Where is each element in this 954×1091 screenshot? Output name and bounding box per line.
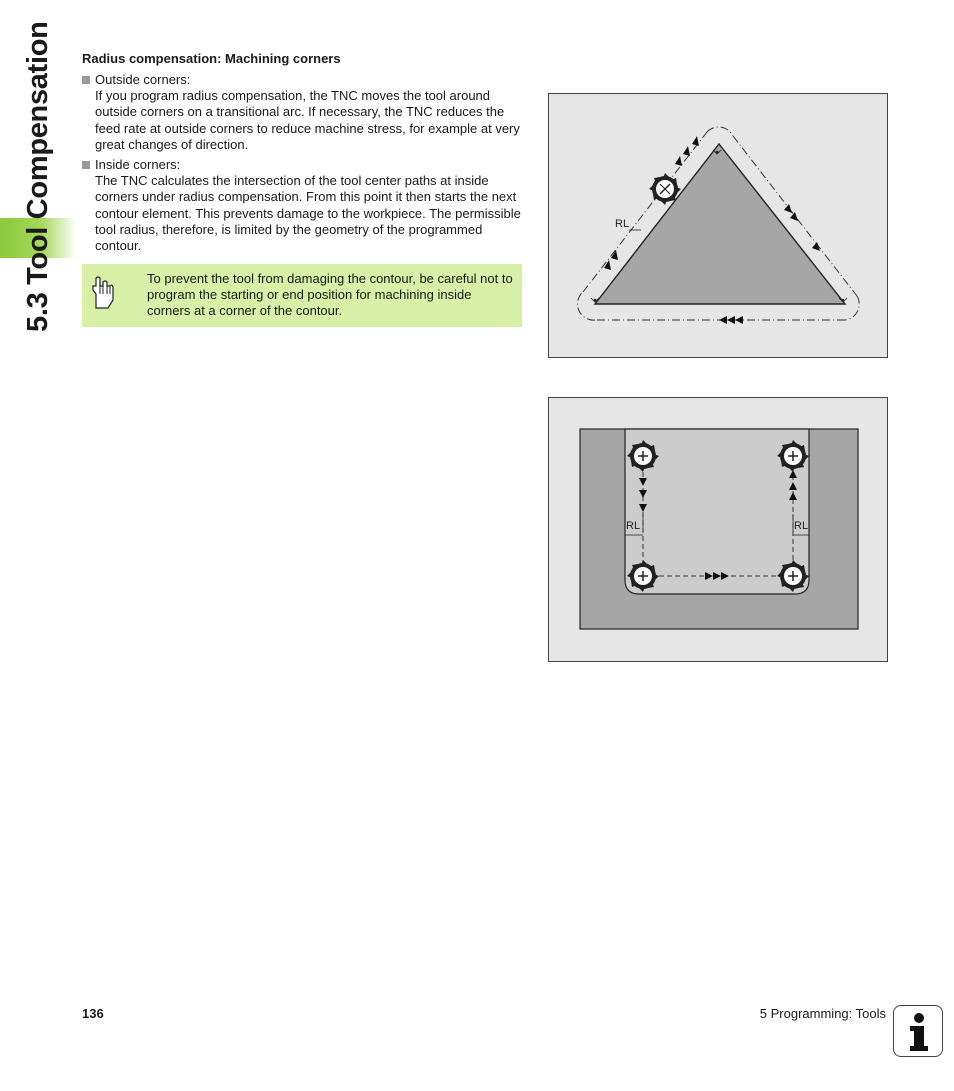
- info-glyph: [894, 1006, 942, 1056]
- rl-label-right: RL: [794, 520, 809, 532]
- note-text: To prevent the tool from damaging the contour, be careful not to program the starting or end position for machining inside corners at a corner of the contour.: [147, 271, 513, 318]
- footer-section-title: 5 Programming: Tools: [759, 1006, 886, 1021]
- outside-corners-diagram: [549, 94, 887, 357]
- bullet-text: If you program radius compensation, the TNC moves the tool around outside corners on a transitional arc. If necessary, the TNC reduces the feed rate at outside corners to reduce machine stress, for example at very great changes of direction.: [95, 88, 520, 152]
- bullet-inside-corners: [82, 157, 524, 254]
- bullet-square-icon: [82, 161, 90, 169]
- page-number: 136: [82, 1006, 104, 1021]
- triangle-contour: [595, 144, 845, 304]
- rl-label: RL: [615, 218, 630, 230]
- chapter-title: 5.3 Tool Compensation: [22, 21, 54, 332]
- bullet-outside-corners: [82, 72, 524, 153]
- figure-outside-corners: [548, 93, 888, 358]
- caution-note: [82, 264, 522, 327]
- section-heading: Radius compensation: Machining corners: [82, 51, 341, 66]
- bullet-label: Inside corners:: [95, 157, 181, 172]
- figure-inside-corners: [548, 397, 888, 662]
- pointing-hand-icon: [90, 274, 116, 310]
- bullet-square-icon: [82, 76, 90, 84]
- rl-label-left: RL: [626, 520, 641, 532]
- bullet-label: Outside corners:: [95, 72, 191, 87]
- inside-corners-diagram: [549, 398, 887, 661]
- info-icon[interactable]: [893, 1005, 943, 1057]
- bullet-text: The TNC calculates the intersection of the tool center paths at inside corners under radius compensation. From this point it then starts the next contour element. This prevents damage to the workpiece. The permissible tool radius, therefore, is limited by the geometry of the programmed contour.: [95, 173, 521, 254]
